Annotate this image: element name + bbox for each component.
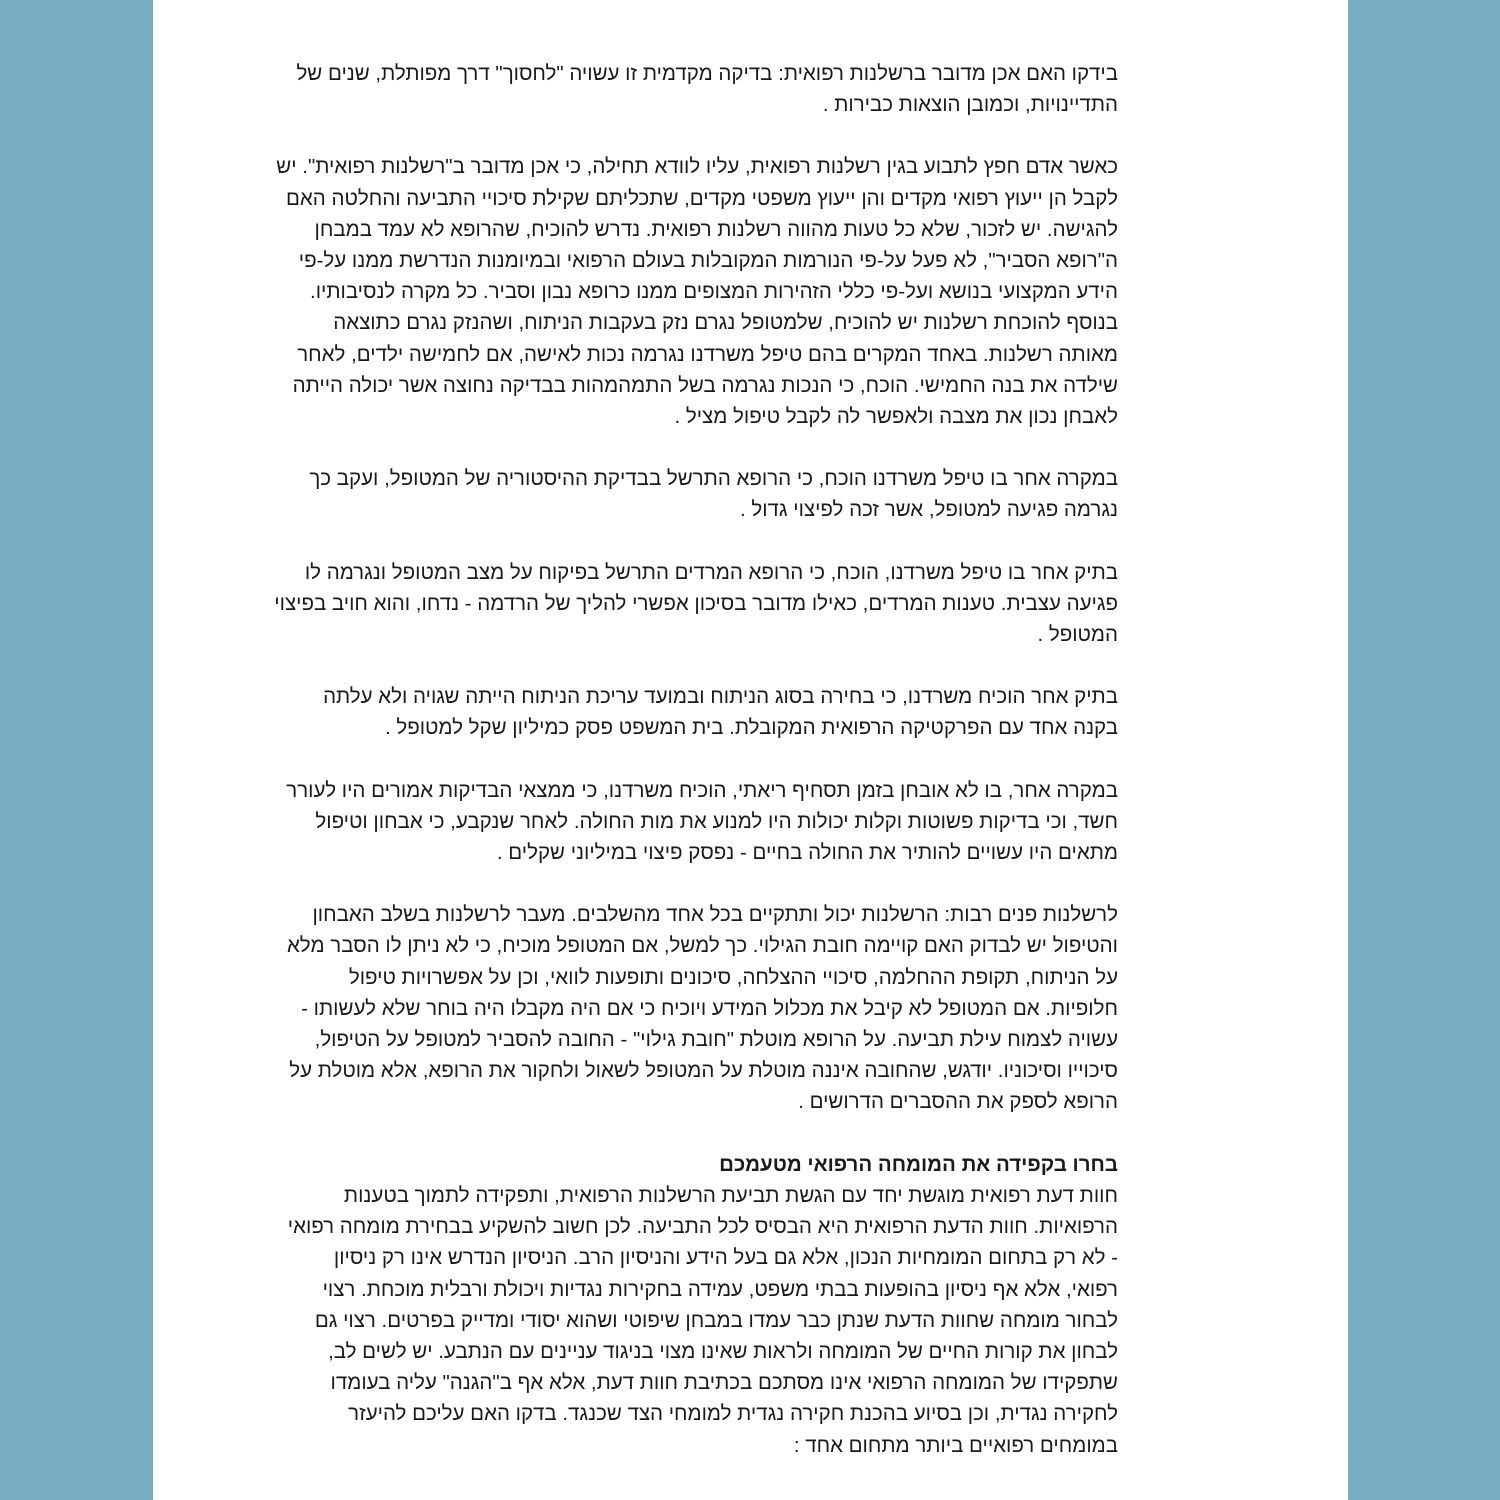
- text-line: לחקירה נגדית, וכן בסיוע בהכנת חקירה נגדית למומחי הצד שכנגד. בדקו האם עליכם להיעזר: [348, 1402, 1118, 1426]
- paragraph: [153, 1149, 1118, 1461]
- paragraph: [153, 775, 1118, 869]
- document-page: [153, 0, 1348, 1500]
- section-heading: בחרו בקפידה את המומחה הרפואי מטעמכם: [719, 1152, 1118, 1176]
- text-line: - לא רק בתחום המומחיות הנכון, אלא גם בעל הידע והניסיון הרב. הניסיון הנדרש אינו רק ניסיון: [333, 1246, 1118, 1270]
- text-line: מתאים היו עשויים להותיר את החולה בחיים - נפסק פיצוי במיליוני שקלים .: [496, 841, 1118, 865]
- paragraph: [153, 463, 1118, 525]
- text-line: בנוסף להוכחת רשלנות יש להוכיח, שלמטופל נגרם נזק בעקבות הניתוח, ושהנזק נגרם כתוצאה: [333, 311, 1118, 335]
- text-line: חוות דעת רפואית מוגשת יחד עם הגשת תביעת הרשלנות הרפואית, ותפקידה לתמוך בטענות: [343, 1183, 1118, 1207]
- text-line: הרופא לספק את ההסברים הדרושים .: [798, 1090, 1118, 1114]
- text-line: שילדה את בנה החמישי. הוכח, כי הנכות נגרמה בשל התמהמהות בבדיקה נחוצה אשר יכולה הייתה: [292, 373, 1118, 397]
- text-line: מאותה רשלנות. באחד המקרים בהם טיפל משרדנו נגרמה נכות לאישה, אם לחמישה ילדים, לאחר: [297, 342, 1118, 366]
- text-line: בתיק אחר הוכיח משרדנו, כי בחירה בסוג הניתוח ובמועד עריכת הניתוח הייתה שגויה ולא עלתה: [323, 685, 1118, 709]
- text-line: פגיעה עצבית. טענות המרדים, כאילו מדובר בסיכון אפשרי להליך של הרדמה - נדחו, והוא חויב בפיצוי: [274, 591, 1118, 615]
- paragraph: [153, 899, 1118, 1117]
- text-line: להגישה. יש לזכור, שלא כל טעות מהווה רשלנות רפואית. נדרש להוכיח, שהרופא לא עמד במבחן: [314, 217, 1118, 241]
- text-line: בקנה אחד עם הפרקטיקה הרפואית המקובלת. בית המשפט פסק כמיליון שקל למטופל .: [384, 716, 1118, 740]
- text-line: במומחים רפואיים ביותר מתחום אחד :: [793, 1433, 1118, 1457]
- text-line: רפואי, אלא אף ניסיון בהופעות בבתי משפט, עמידה בחקירות נגדיות ויכולת ורבלית מוכחת. רצוי: [322, 1277, 1118, 1301]
- text-line: סיכוייו וסיכוניו. יודגש, שהחובה איננה מוטלת על המטופל לשאול ולחקור את הרופא, אלא מוטלת על: [289, 1059, 1118, 1083]
- text-line: ה"רופא הסביר", לא פעל על-פי הנורמות המקובלות בעולם הרפואי ובמיומנות הנדרשת ממנו על-פי: [298, 249, 1118, 273]
- paragraph: [153, 557, 1118, 651]
- text-line: הידע המקצועי בנושא ועל-פי כללי הזהירות המצופים ממנו כרופא נבון וסביר. כל מקרה לנסיבותיו.: [310, 280, 1118, 304]
- text-line: במקרה אחר בו טיפל משרדנו הוכח, כי הרופא התרשל בבדיקת ההיסטוריה של המטופל, ועקב כך: [309, 467, 1118, 491]
- text-line: הרפואיות. חוות הדעת הרפואית היא הבסיס לכל התביעה. לכן חשוב להשקיע בבחירת מומחה רפואי: [287, 1215, 1118, 1239]
- text-line: התדיינויות, וכמובן הוצאות כבירות .: [822, 93, 1118, 117]
- text-line: לבחון את קורות החיים של המומחה ולראות שאינו מצוי בניגוד עניינים עם הנתבע. יש לשים לב,: [328, 1339, 1118, 1363]
- text-line: המטופל .: [1037, 623, 1118, 647]
- paragraph: [153, 151, 1118, 432]
- text-line: לרשלנות פנים רבות: הרשלנות יכול ותתקיים בכל אחד מהשלבים. מעבר לרשלנות בשלב האבחון: [312, 903, 1118, 927]
- text-line: נגרמה פגיעה למטופל, אשר זכה לפיצוי גדול .: [739, 498, 1118, 522]
- text-line: חלופיות. אם המטופל לא קיבל את מכלול המידע ויוכיח כי אם היה מקבלו היה בוחר שלא לעשותו -: [301, 996, 1118, 1020]
- text-line: במקרה אחר, בו לא אובחן בזמן תסחיף ריאתי, הוכיח משרדנו, כי ממצאי הבדיקות אמורים היו לעורר: [286, 778, 1118, 802]
- text-line: עשויה לצמוח עילת תביעה. על הרופא מוטלת "חובת גילוי" - החובה להסביר למטופל על הטיפול,: [314, 1028, 1118, 1052]
- text-line: בתיק אחר בו טיפל משרדנו, הוכח, כי הרופא המרדים התרשל בפיקוח על מצב המטופל ונגרמה לו: [304, 560, 1118, 584]
- paragraph: [153, 681, 1118, 743]
- text-line: על הניתוח, תקופת ההחלמה, סיכויי ההצלחה, סיכונים ותופעות לוואי, וכן על אפשרויות טיפול: [348, 965, 1118, 989]
- text-line: חשד, וכי בדיקות פשוטות וקלות יכולות היו למנוע את מות החולה. לאחר שנקבע, כי אבחון וטיפול: [315, 809, 1118, 833]
- text-line: לאבחן נכון את מצבה ולאפשר לה לקבל טיפול מציל .: [674, 405, 1118, 429]
- text-line: בידקו האם אכן מדובר ברשלנות רפואית: בדיקה מקדמית זו עשויה "לחסוך" דרך מפותלת, שנים של: [296, 62, 1118, 85]
- text-line: לקבל הן ייעוץ רפואי מקדים והן ייעוץ משפטי מקדים, שתכליתם שקילת סיכויי התביעה והחלטה האם: [286, 186, 1118, 210]
- document-body: [153, 58, 1118, 1461]
- text-line: לבחור מומחה שחוות הדעת שנתן כבר עמדו במבחן שיפוטי ושהוא יסודי ומדייק בפרטים. רצוי גם: [314, 1308, 1118, 1332]
- paragraph: [153, 58, 1118, 120]
- text-line: כאשר אדם חפץ לתבוע בגין רשלנות רפואית, עליו לוודא תחילה, כי אכן מדובר ב"רשלנות רפואית". יש: [276, 155, 1118, 179]
- text-line: שתפקידו של המומחה הרפואי אינו מסתכם בכתיבת חוות דעת, אלא אף ב"הגנה" עליה בעומדו: [330, 1371, 1118, 1395]
- text-line: והטיפול יש לבדוק האם קויימה חובת הגילוי. כך למשל, אם המטופל מוכיח, כי לא ניתן לו הסבר מלא: [286, 934, 1118, 958]
